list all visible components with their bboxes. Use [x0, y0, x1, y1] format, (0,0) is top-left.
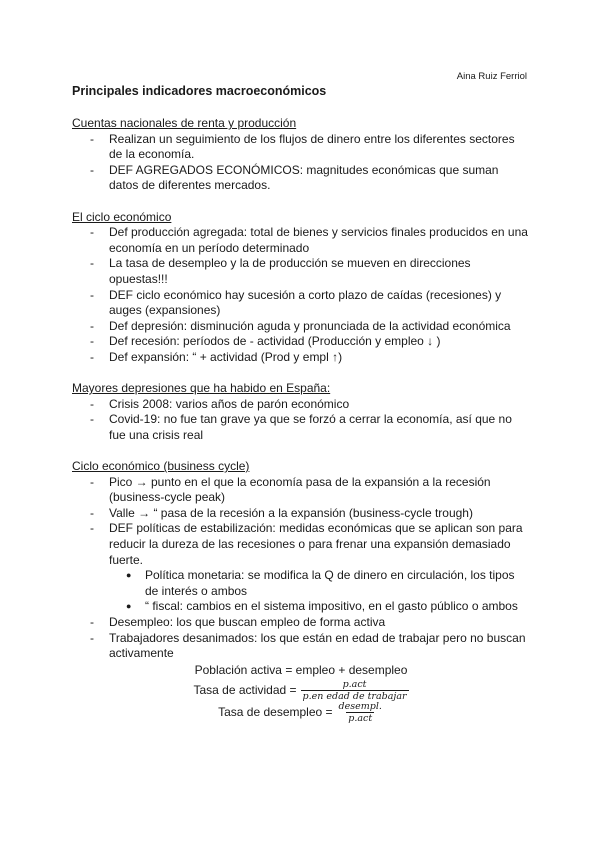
fraction-desempleo: [337, 701, 384, 724]
list-item: - DEF políticas de estabilización: medidas económicas que se aplican son para reducir la dureza de las recesiones o para frenar una expansión demasiado fuerte.: [72, 521, 530, 568]
list-item: - Desempleo: los que buscan empleo de forma activa: [72, 615, 530, 631]
list-item: - Pico → punto en el que la economía pasa de la expansión a la recesión (business-cycle peak): [72, 475, 530, 506]
list-item: - Realizan un seguimiento de los flujos de dinero entre los diferentes sectores de la economía.: [72, 132, 530, 163]
fraction-numerator: p.act: [342, 679, 367, 691]
list-item: - Def recesión: períodos de - actividad (Producción y empleo ↓ ): [72, 334, 530, 350]
list-item: - Covid-19: no fue tan grave ya que se forzó a cerrar la economía, así que no fue una crisis real: [72, 412, 530, 443]
section-heading-ciclo-economico: El ciclo económico: [72, 209, 172, 224]
author-name: Aina Ruiz Ferriol: [456, 71, 527, 82]
list-item: - La tasa de desempleo y la de producción se mueven en direcciones opuestas!!!: [72, 256, 530, 287]
section-heading-business-cycle: Ciclo económico (business cycle): [72, 459, 250, 474]
list-item: - Def expansión: “ + actividad (Prod y empl ↑): [72, 350, 530, 366]
list-item: - Valle → “ pasa de la recesión a la expansión (business-cycle trough): [72, 506, 530, 522]
document-title: Principales indicadores macroeconómicos: [72, 84, 327, 98]
section-list-business-cycle: [72, 475, 530, 662]
fraction-denominator: p.en edad de trabajar: [302, 691, 407, 703]
formulas-block: [72, 663, 530, 724]
document-body: [72, 116, 530, 724]
section-list-ciclo-economico: [72, 225, 530, 365]
list-item: - Crisis 2008: varios años de parón económico: [72, 397, 530, 413]
list-item: - DEF AGREGADOS ECONÓMICOS: magnitudes económicas que suman datos de diferentes mercados.: [72, 163, 530, 194]
formula-tasa-desempleo: [72, 702, 530, 724]
formula-poblacion-activa: [72, 663, 530, 680]
section-list-cuentas-nacionales: [72, 132, 530, 194]
section-heading-depresiones-espana: Mayores depresiones que ha habido en España:: [72, 381, 331, 396]
fraction-actividad: [301, 679, 409, 702]
fraction-denominator: p.act: [348, 713, 373, 725]
list-item: - DEF ciclo económico hay sucesión a corto plazo de caídas (recesiones) y auges (expansiones): [72, 288, 530, 319]
list-subitem: ● “ fiscal: cambios en el sistema impositivo, en el gasto público o ambos: [72, 599, 530, 615]
formula-desempleo-label: Tasa de desempleo =: [218, 704, 333, 719]
list-subitem: ● Política monetaria: se modifica la Q de dinero en circulación, los tipos de interés o ambos: [72, 568, 530, 599]
fraction-numerator: desempl.: [338, 701, 382, 713]
list-item: - Trabajadores desanimados: los que están en edad de trabajar pero no buscan activamente: [72, 631, 530, 662]
formula-poblacion-text: Población activa = empleo + desempleo: [194, 663, 408, 678]
list-item: - Def producción agregada: total de bienes y servicios finales producidos en una economía en un período determinado: [72, 225, 530, 256]
formula-actividad-label: Tasa de actividad =: [193, 682, 297, 697]
list-item: - Def depresión: disminución aguda y pronunciada de la actividad económica: [72, 319, 530, 335]
section-heading-cuentas-nacionales: Cuentas nacionales de renta y producción: [72, 116, 297, 130]
section-list-depresiones-espana: [72, 397, 530, 444]
formula-tasa-actividad: [72, 680, 530, 702]
